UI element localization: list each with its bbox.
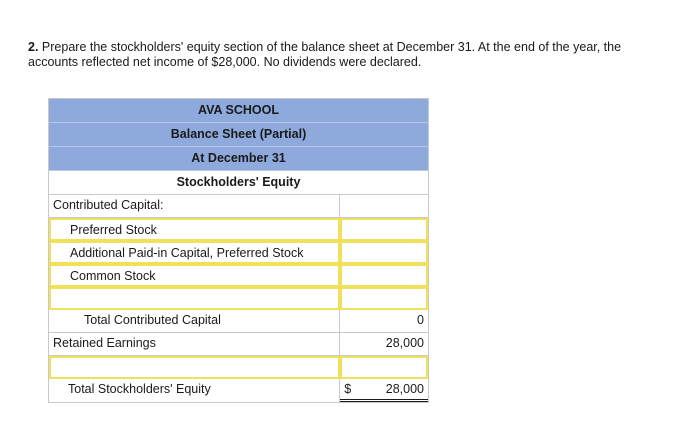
row-value-contributed-capital — [340, 195, 428, 218]
apic-preferred-amount-input[interactable] — [340, 241, 428, 264]
question-number: 2. — [28, 40, 39, 54]
blank-label-input-2[interactable] — [49, 356, 340, 379]
common-stock-label-input[interactable]: Common Stock — [49, 264, 340, 287]
table-row — [49, 264, 428, 287]
total-stockholders-equity-cell — [340, 379, 428, 402]
table-row — [49, 356, 428, 379]
total-contributed-capital-label: Total Contributed Capital — [49, 310, 340, 333]
table-row — [49, 241, 428, 264]
preferred-stock-amount-input[interactable] — [340, 218, 428, 241]
total-stockholders-equity-value: 28,000 — [385, 382, 424, 396]
balance-sheet-table — [48, 98, 429, 403]
company-name: AVA SCHOOL — [49, 99, 428, 123]
section-title: Stockholders' Equity — [49, 171, 428, 195]
blank-amount-input-2[interactable] — [340, 356, 428, 379]
preferred-stock-label-input[interactable]: Preferred Stock — [49, 218, 340, 241]
currency-symbol: $ — [344, 382, 352, 396]
common-stock-amount-input[interactable] — [340, 264, 428, 287]
statement-date: At December 31 — [49, 147, 428, 171]
table-row — [49, 218, 428, 241]
blank-label-input-1[interactable] — [49, 287, 340, 310]
row-label-contributed-capital: Contributed Capital: — [49, 195, 340, 218]
retained-earnings-label: Retained Earnings — [49, 333, 340, 356]
table-row — [49, 287, 428, 310]
table-row — [49, 379, 428, 402]
retained-earnings-value: 28,000 — [340, 333, 428, 356]
statement-title: Balance Sheet (Partial) — [49, 123, 428, 147]
question-text — [28, 40, 658, 70]
table-row — [49, 333, 428, 356]
table-row — [49, 195, 428, 218]
total-contributed-capital-value: 0 — [340, 310, 428, 333]
apic-preferred-label-input[interactable]: Additional Paid-in Capital, Preferred Stock — [49, 241, 340, 264]
table-row — [49, 310, 428, 333]
total-stockholders-equity-label: Total Stockholders' Equity — [49, 379, 340, 402]
question-body: Prepare the stockholders' equity section of the balance sheet at December 31. At the end of the year, the accounts reflected net income of $28,000. No dividends were declared. — [28, 40, 622, 69]
blank-amount-input-1[interactable] — [340, 287, 428, 310]
